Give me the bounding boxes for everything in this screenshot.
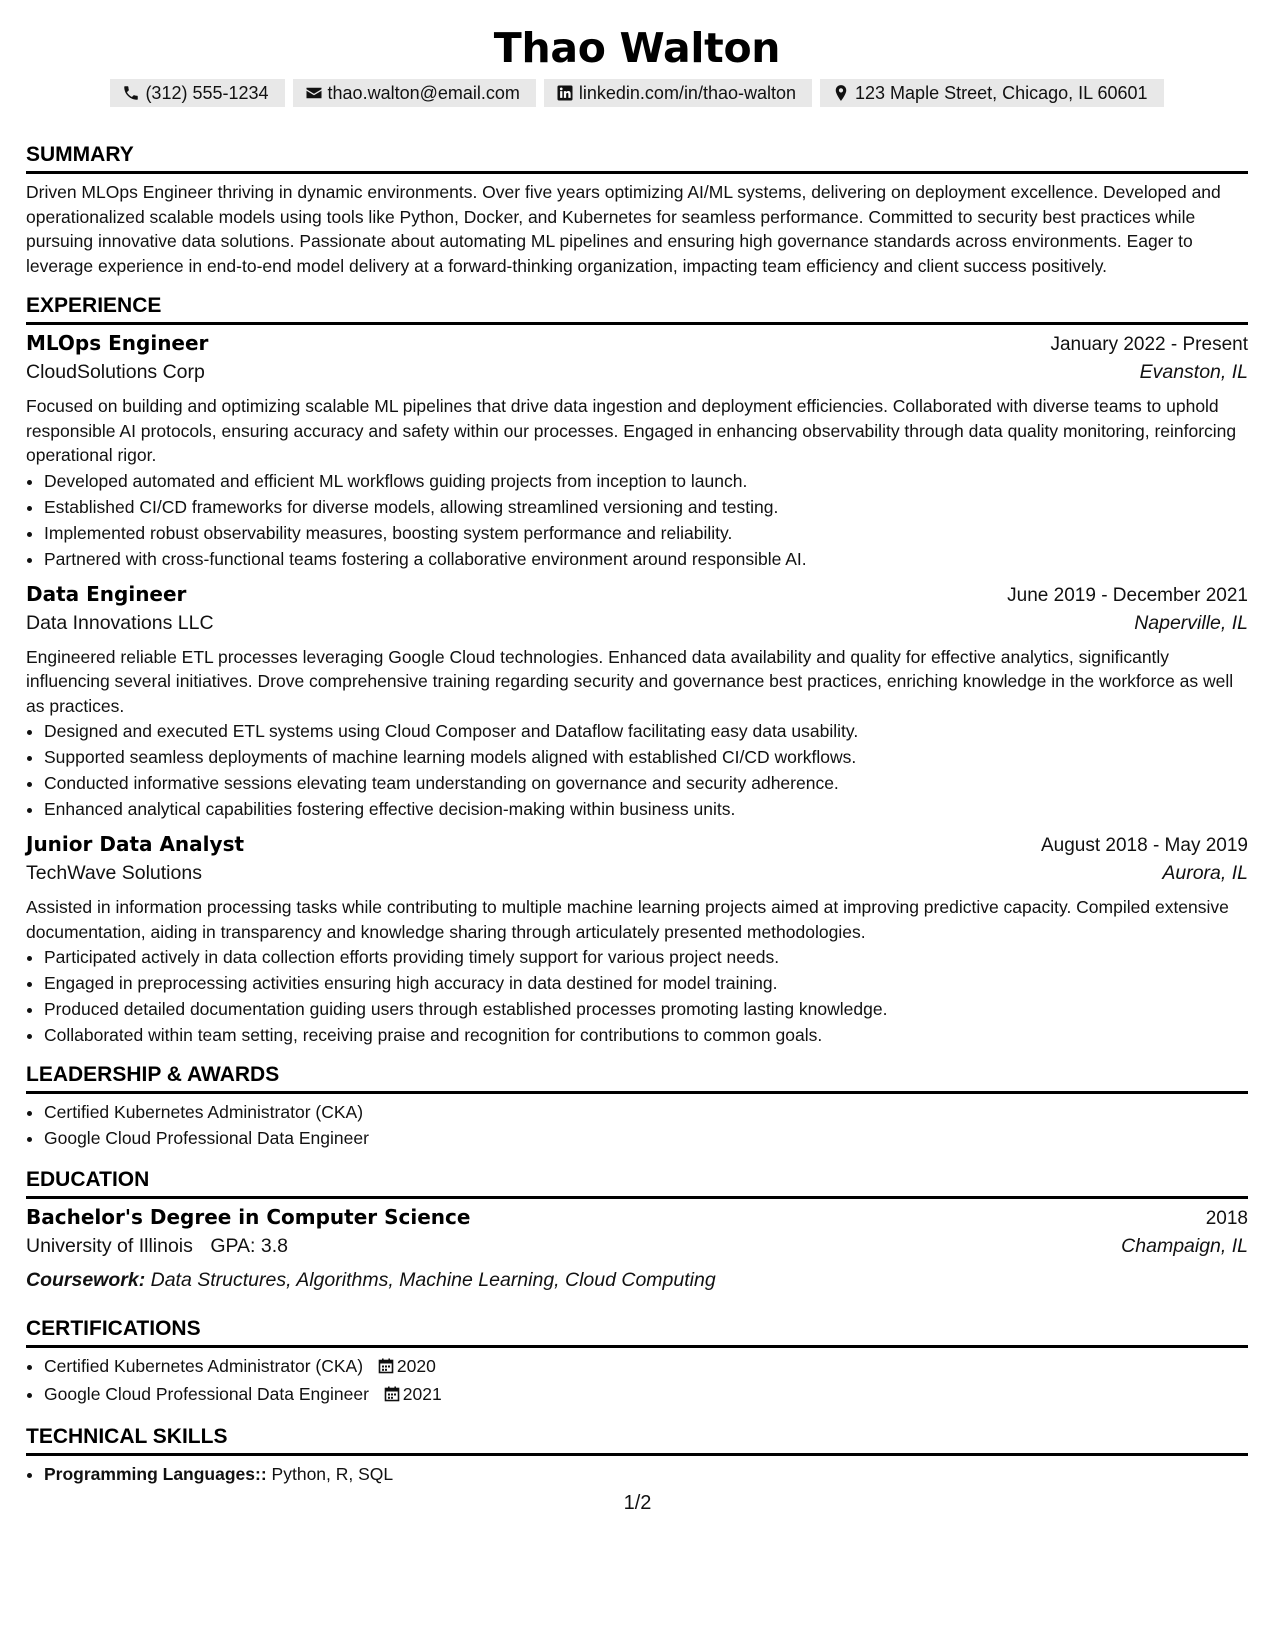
- job-location: Evanston, IL: [1139, 361, 1248, 383]
- list-item: • Enhanced analytical capabilities fostering effective decision-making within business units.: [44, 796, 1248, 822]
- certifications-heading: CERTIFICATIONS: [26, 1317, 1248, 1348]
- list-item: • Partnered with cross-functional teams fostering a collaborative environment around responsible AI.: [44, 546, 1248, 572]
- job-company: Data Innovations LLC: [26, 611, 214, 634]
- cert-name: Certified Kubernetes Administrator (CKA): [44, 1356, 364, 1376]
- coursework: [26, 1265, 1248, 1295]
- list-item: • Google Cloud Professional Data Engineer: [44, 1125, 1248, 1151]
- contact-linkedin[interactable]: [544, 79, 812, 107]
- job-location: Aurora, IL: [1162, 862, 1248, 884]
- phone-text: (312) 555-1234: [145, 83, 269, 103]
- job-entry: [26, 331, 1248, 572]
- contact-bar: [26, 79, 1248, 107]
- list-item: • Developed automated and efficient ML workflows guiding projects from inception to launch.: [44, 468, 1248, 494]
- list-item: [44, 1381, 1248, 1409]
- certifications-section: [26, 1317, 1248, 1409]
- certifications-list: [26, 1353, 1248, 1409]
- graduation-year: 2018: [1205, 1208, 1248, 1229]
- list-item: • Engaged in preprocessing activities ensuring high accuracy in data destined for model training.: [44, 970, 1248, 996]
- list-item: • Collaborated within team setting, receiving praise and recognition for contributions to common goals.: [44, 1022, 1248, 1048]
- contact-email[interactable]: [293, 79, 536, 107]
- summary-text: Driven MLOps Engineer thriving in dynamic environments. Over five years optimizing AI/ML systems, delivering on deployment excellence. Developed and operationalized scalable models using tools like Python, Docker, and Kubernetes for seamless performance. Committed to security best practices while pursuing innovative data solutions. Passionate about automating ML pipelines and ensuring high governance standards across environments. Eager to leverage experience in end-to-end model delivery at a forward-thinking organization, impacting team efficiency and client success positively.: [26, 182, 1221, 276]
- education-heading: EDUCATION: [26, 1168, 1248, 1199]
- job-title: Junior Data Analyst: [26, 832, 245, 856]
- job-title: Data Engineer: [26, 581, 187, 606]
- contact-address[interactable]: [820, 79, 1164, 107]
- list-item: • Implemented robust observability measures, boosting system performance and reliability.: [44, 520, 1248, 546]
- coursework-text: Data Structures, Algorithms, Machine Learning, Cloud Computing: [150, 1269, 716, 1291]
- degree-title: Bachelor's Degree in Computer Science: [26, 1205, 471, 1229]
- list-item: [44, 1461, 1248, 1487]
- list-item: • Certified Kubernetes Administrator (CKA): [44, 1099, 1248, 1125]
- skill-value: Python, R, SQL: [271, 1464, 394, 1484]
- page-number: 1/2: [623, 1492, 652, 1514]
- linkedin-icon: [556, 84, 574, 102]
- job-bullets: [26, 468, 1248, 572]
- list-item: • Established CI/CD frameworks for diverse models, allowing streamlined versioning and testing.: [44, 494, 1248, 520]
- email-text: thao.walton@email.com: [327, 83, 520, 103]
- skills-section: [26, 1425, 1248, 1487]
- calendar-icon: [378, 1355, 394, 1381]
- job-bullets: [26, 718, 1248, 822]
- list-item: • Designed and executed ETL systems using Cloud Composer and Dataflow facilitating easy data usability.: [44, 718, 1248, 744]
- skills-heading: TECHNICAL SKILLS: [26, 1425, 1248, 1456]
- calendar-icon: [384, 1383, 400, 1409]
- cert-name: Google Cloud Professional Data Engineer: [44, 1384, 369, 1404]
- job-company: CloudSolutions Corp: [26, 361, 205, 383]
- address-text: 123 Maple Street, Chicago, IL 60601: [855, 83, 1148, 103]
- cert-year: 2021: [402, 1384, 442, 1404]
- job-description: Engineered reliable ETL processes leveraging Google Cloud technologies. Enhanced data availability and quality for effective analytics, significantly influencing several initiatives. Drove comprehensive training regarding security and governance best practices, enriching knowledge in the workforce as well as practices.: [26, 646, 1234, 716]
- awards-heading: LEADERSHIP & AWARDS: [26, 1063, 1248, 1094]
- experience-heading: EXPERIENCE: [26, 294, 1248, 325]
- school-name: University of Illinois: [26, 1235, 193, 1257]
- experience-section: [26, 294, 1248, 1048]
- awards-list: [26, 1099, 1248, 1151]
- school-info: [26, 1235, 288, 1258]
- list-item: • Produced detailed documentation guiding users through established processes promoting lasting knowledge.: [44, 996, 1248, 1022]
- job-description: Assisted in information processing tasks while contributing to multiple machine learning projects aimed at improving predictive capacity. Compiled extensive documentation, aiding in transparency and knowledge sharing through articulately presented methodologies.: [26, 897, 1229, 942]
- job-title: MLOps Engineer: [26, 331, 209, 355]
- cert-year: 2020: [396, 1356, 436, 1376]
- list-item: [44, 1353, 1248, 1381]
- summary-section: [26, 143, 1248, 278]
- phone-icon: [122, 84, 140, 102]
- job-bullets: [26, 944, 1248, 1048]
- job-entry: [26, 582, 1248, 823]
- coursework-label: Coursework:: [26, 1269, 146, 1291]
- job-dates: January 2022 - Present: [1050, 334, 1248, 355]
- job-dates: August 2018 - May 2019: [1040, 835, 1248, 856]
- education-section: [26, 1168, 1248, 1295]
- skills-list: [26, 1461, 1248, 1487]
- job-dates: June 2019 - December 2021: [1007, 584, 1248, 606]
- candidate-name: Thao Walton: [493, 24, 781, 72]
- list-item: • Conducted informative sessions elevating team understanding on governance and security adherence.: [44, 770, 1248, 796]
- summary-heading: SUMMARY: [26, 143, 1248, 174]
- contact-phone[interactable]: [110, 79, 284, 107]
- job-description: Focused on building and optimizing scalable ML pipelines that drive data ingestion and deployment efficiencies. Collaborated with diverse teams to uphold responsible AI protocols, ensuring accuracy and safety within our processes. Engaged in enhancing observability through data quality monitoring, reinforcing operational rigor.: [26, 396, 1237, 465]
- gpa: GPA: 3.8: [210, 1235, 288, 1257]
- job-location: Naperville, IL: [1134, 611, 1248, 634]
- list-item: • Participated actively in data collection efforts providing timely support for various project needs.: [44, 944, 1248, 970]
- job-entry: [26, 832, 1248, 1048]
- envelope-icon: [305, 84, 323, 102]
- map-pin-icon: [832, 84, 850, 102]
- awards-section: [26, 1063, 1248, 1151]
- list-item: • Supported seamless deployments of machine learning models aligned with established CI/CD workflows.: [44, 744, 1248, 770]
- skill-label: Programming Languages::: [44, 1464, 267, 1484]
- school-location: Champaign, IL: [1121, 1235, 1248, 1257]
- linkedin-text: linkedin.com/in/thao-walton: [578, 83, 797, 103]
- job-company: TechWave Solutions: [26, 862, 202, 884]
